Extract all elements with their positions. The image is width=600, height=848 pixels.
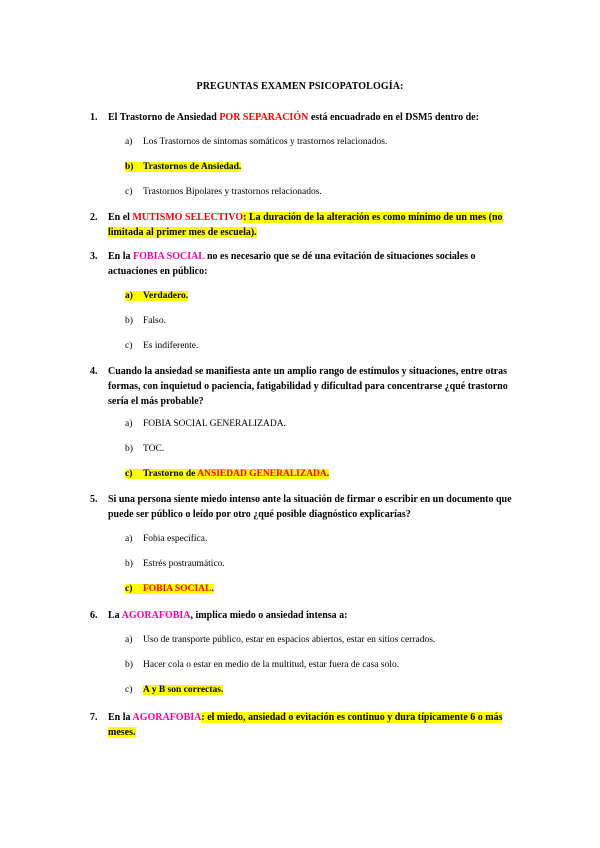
question-1: [90, 110, 520, 125]
key-term: POR SEPARACIÓN: [219, 112, 309, 123]
question-text: La AGORAFOBIA, implica miedo o ansiedad intensa a:: [108, 610, 348, 621]
question-number: 5.: [90, 494, 98, 505]
question-text: En la FOBIA SOCIAL no es necesario que se dé una evitación de situaciones sociales o actuaciones en público:: [108, 251, 476, 277]
question-2: [90, 210, 520, 240]
key-term: AGORAFOBIA: [132, 712, 202, 723]
option-6a: a) Uso de transporte público, estar en espacios abiertos, estar en sitios cerrados.: [125, 635, 436, 645]
option-1c: c) Trastornos Bipolares y trastornos relacionados.: [125, 187, 322, 197]
question-number: 3.: [90, 251, 98, 262]
question-text: Cuando la ansiedad se manifiesta ante un amplio rango de estímulos y situaciones, entre otras formas, con inquietud o paciencia, fatigabilidad y dificultad para concentrarse ¿qué trastorno sería el más probable?: [108, 366, 508, 407]
question-number: 7.: [90, 712, 98, 723]
key-term: AGORAFOBIA: [121, 610, 191, 621]
option-4c-correct: c) Trastorno de ANSIEDAD GENERALIZADA.: [125, 469, 330, 479]
option-5a: a) Fobia específica.: [125, 534, 208, 544]
question-6: [90, 608, 520, 623]
question-number: 6.: [90, 610, 98, 621]
option-3a-correct: a) Verdadero.: [125, 291, 189, 301]
highlighted-answer: A y B son correctas.: [143, 685, 224, 695]
option-1a: a) Los Trastornos de síntomas somáticos y trastornos relacionados.: [125, 137, 388, 147]
question-number: 1.: [90, 112, 98, 123]
question-5: [90, 492, 520, 522]
page-title: PREGUNTAS EXAMEN PSICOPATOLOGÍA:: [196, 81, 404, 92]
highlighted-answer: : el miedo, ansiedad o evitación es continuo y dura típicamente 6 o más meses.: [108, 712, 503, 738]
key-term: ANSIEDAD GENERALIZADA: [197, 469, 327, 479]
option-3c: c) Es indiferente.: [125, 341, 199, 351]
question-number: 2.: [90, 212, 98, 223]
option-4b: b) TOC.: [125, 444, 165, 454]
option-3b: b) Falso.: [125, 316, 166, 326]
option-6b: b) Hacer cola o estar en medio de la multitud, estar fuera de casa solo.: [125, 660, 400, 670]
question-4: [90, 364, 520, 409]
question-text: En el MUTISMO SELECTIVO: La duración de la alteración es como mínimo de un mes (no limitada al primer mes de escuela).: [108, 212, 503, 238]
question-text: El Trastorno de Ansiedad POR SEPARACIÓN está encuadrado en el DSM5 dentro de:: [108, 112, 479, 123]
option-5b: b) Estrés postraumático.: [125, 559, 225, 569]
key-term: FOBIA SOCIAL: [133, 251, 205, 262]
option-1b-correct: b) Trastornos de Ansiedad.: [125, 162, 242, 172]
option-4a: a) FOBIA SOCIAL GENERALIZADA.: [125, 419, 286, 429]
key-term: MUTISMO SELECTIVO: [132, 212, 244, 223]
question-3: [90, 249, 520, 279]
option-6c: c) A y B son correctas.: [125, 685, 224, 695]
question-text: Si una persona siente miedo intenso ante la situación de firmar o escribir en un documento que puede ser público o leído por otro ¿qué posible diagnóstico explicarías?: [108, 494, 512, 520]
question-number: 4.: [90, 366, 98, 377]
question-7: [90, 710, 520, 740]
key-term: FOBIA SOCIAL: [143, 584, 212, 594]
question-text: En la AGORAFOBIA: el miedo, ansiedad o evitación es continuo y dura típicamente 6 o más meses.: [108, 712, 503, 738]
highlighted-answer: : La duración de la alteración es como mínimo de un mes (no limitada al primer mes de escuela).: [108, 212, 503, 238]
option-5c-correct: c) FOBIA SOCIAL.: [125, 584, 214, 594]
